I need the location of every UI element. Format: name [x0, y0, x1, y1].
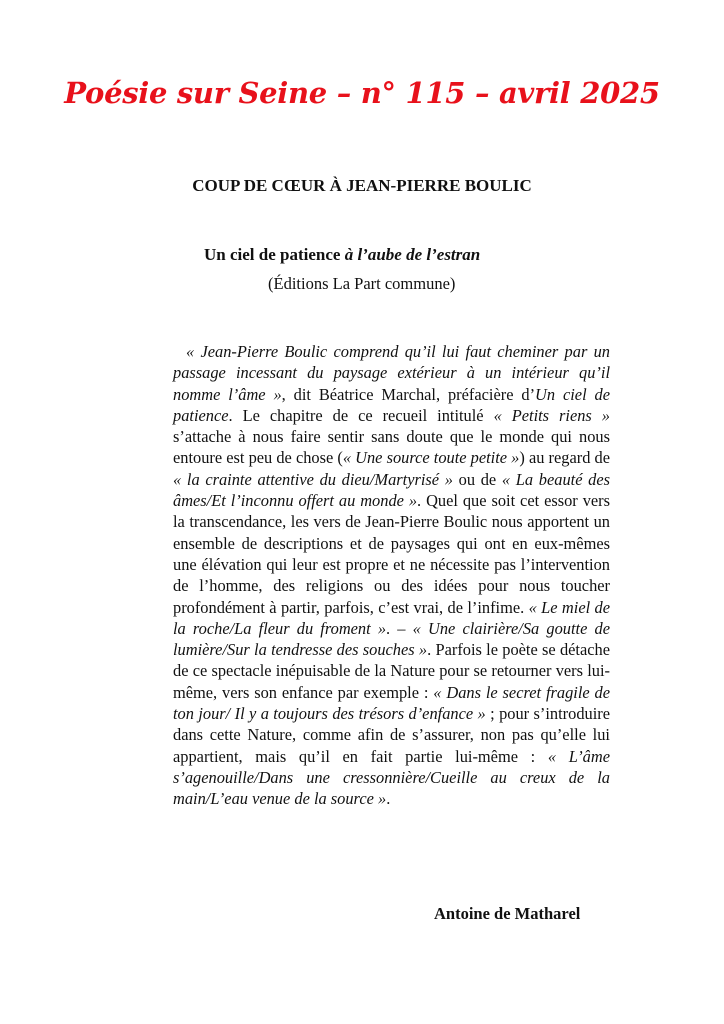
publisher-line: (Éditions La Part commune): [268, 274, 456, 293]
text-segment: , dit Béatrice Marchal, préfacière d’: [281, 384, 536, 404]
quotation-segment: « Dans le secret fragile de ton jour/ Il y a toujours des trésors d’enfance »: [173, 682, 610, 724]
article-title: COUP DE CŒUR À JEAN-PIERRE BOULIC: [192, 176, 532, 195]
quotation-segment: « Une clairière/Sa goutte de lumière/Sur la tendresse des souches »: [173, 618, 610, 660]
quotation-segment: « La beauté des âmes/Et l’inconnu offert au monde »: [173, 469, 611, 511]
journal-header: Poésie sur Seine – n° 115 – avril 2025: [64, 76, 660, 110]
quotation-segment: « L’âme s’agenouille/Dans une cressonnière/Cueille au creux de la main/L’eau venue de la source »: [173, 746, 610, 809]
text-segment: . Le chapitre de ce recueil intitulé: [228, 405, 494, 425]
book-title-main: Un ciel de patience: [204, 245, 345, 264]
book-title: [204, 245, 480, 265]
text-segment: s’attache à nous faire sentir sans doute que le monde qui nous entoure est peu de chose (: [173, 427, 610, 468]
text-segment: .: [386, 789, 391, 809]
quotation-segment: « Petits riens »: [493, 405, 610, 425]
quotation-segment: « Jean-Pierre Boulic comprend qu’il lui faut cheminer par un passage incessant du paysage extérieur à un intérieur qu’il nomme l’âme »: [173, 342, 610, 404]
quotation-segment: « Une source toute petite »: [342, 448, 520, 468]
text-segment: . Quel que soit cet essor vers la transcendance, les vers de Jean-Pierre Boulic nous apportent un ensemble de descriptions et de paysages qui ont en eux-mêmes une élévation qui leur est propre et ne nécessite pas l’intervention de l’homme, des religions ou des idées pour nous toucher profondément à partir, parfois, c’est vrai, de l’infime.: [173, 491, 610, 617]
text-segment: ou de: [452, 469, 502, 489]
author-signature: Antoine de Matharel: [434, 904, 581, 923]
book-title-italic: à l’aube de l’estran: [344, 245, 481, 264]
text-segment: ) au regard de: [519, 448, 610, 468]
quotation-segment: « Le miel de la roche/La fleur du froment »: [173, 597, 610, 638]
text-segment: ; pour s’introduire dans cette Nature, comme afin de s’assurer, non pas qu’elle lui appartient, mais qu’il en fait partie lui-même :: [173, 704, 610, 766]
quotation-segment: Un ciel de patience: [173, 384, 611, 425]
review-paragraph: [173, 341, 610, 810]
quotation-segment: « la crainte attentive du dieu/Martyrisé »: [173, 469, 453, 489]
text-segment: . Parfois le poète se détache de ce spectacle inépuisable de la Nature pour se retourner vers lui-même, vers son enfance par exemple :: [173, 640, 610, 702]
text-segment: . –: [386, 618, 413, 638]
